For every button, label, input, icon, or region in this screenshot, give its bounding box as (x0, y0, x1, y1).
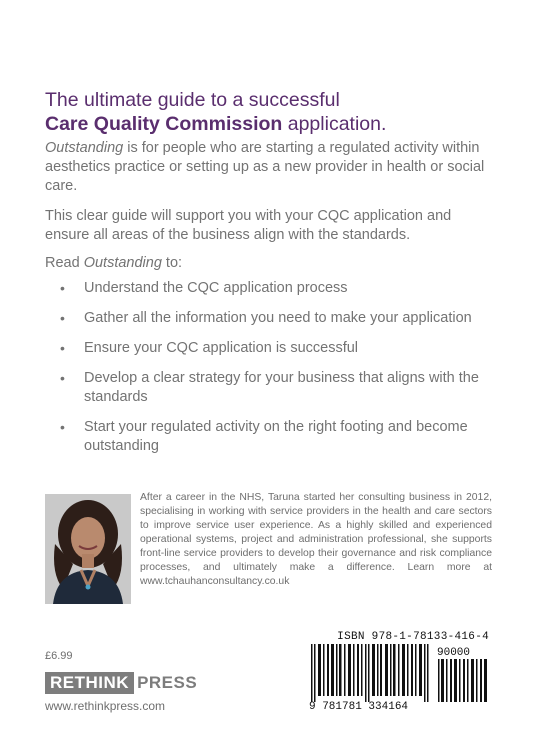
headline-line-2 (45, 112, 505, 136)
read-suffix: to: (161, 255, 183, 271)
ean-barcode-icon (309, 644, 431, 702)
guide-paragraph: This clear guide will support you with your CQC application and ensure all areas of the business align with the standards. (45, 208, 452, 243)
benefit-text: Understand the CQC application process (84, 280, 348, 296)
logo-plain-text: PRESS (137, 673, 198, 692)
bullet-icon: • (60, 419, 65, 435)
ean-digits-text: 9 781781 334164 (309, 701, 409, 713)
benefit-list (45, 279, 485, 467)
bullet-icon: • (60, 370, 65, 386)
isbn-text: ISBN 978-1-78133-416-4 (337, 631, 489, 643)
benefit-item (45, 279, 485, 298)
publisher-url: www.rethinkpress.com (45, 699, 166, 713)
headline-bold-text: Care Quality Commission (45, 113, 283, 135)
author-portrait-icon (45, 494, 131, 604)
benefit-text: Gather all the information you need to make your application (84, 310, 472, 326)
headline-line-1: The ultimate guide to a successful (45, 89, 340, 111)
read-prefix: Read (45, 255, 84, 271)
read-line (45, 254, 495, 273)
author-photo (45, 494, 131, 604)
read-book-title: Outstanding (83, 255, 162, 271)
intro-book-title: Outstanding (45, 140, 124, 156)
intro-text: is for people who are starting a regulated activity within aesthetics practice or setting up as a new provider in health or social care. (45, 140, 485, 194)
benefit-text: Develop a clear strategy for your business that aligns with the standards (84, 370, 479, 405)
headline-rest-text: application. (282, 113, 387, 135)
bullet-icon: • (60, 340, 65, 356)
bullet-icon: • (60, 280, 65, 296)
benefit-item (45, 339, 485, 358)
bullet-icon: • (60, 310, 65, 326)
benefit-text: Start your regulated activity on the right footing and become outstanding (84, 419, 468, 454)
headline (45, 88, 505, 136)
benefit-item (45, 309, 485, 328)
addon-barcode-icon (437, 659, 489, 702)
benefit-item (45, 369, 485, 407)
price-code-text: 90000 (437, 647, 471, 659)
benefit-text: Ensure your CQC application is successful (84, 340, 359, 356)
price: £6.99 (45, 650, 73, 662)
publisher-logo (45, 672, 197, 694)
intro-paragraph (45, 139, 495, 196)
isbn-barcode (309, 631, 499, 715)
benefit-item (45, 418, 485, 456)
author-bio: After a career in the NHS, Taruna started her consulting business in 2012, specialising in working with service providers in the health and care sectors to improve service user experience. As a highly skilled and experienced operational systems, project and administration professional, she supports front-line service providers to develop their governance and risk compliance processes, and ultimately make a difference. Learn more at www.tchauhanconsultancy.co.uk (140, 492, 492, 587)
logo-boxed-text: RETHINK (45, 672, 134, 694)
